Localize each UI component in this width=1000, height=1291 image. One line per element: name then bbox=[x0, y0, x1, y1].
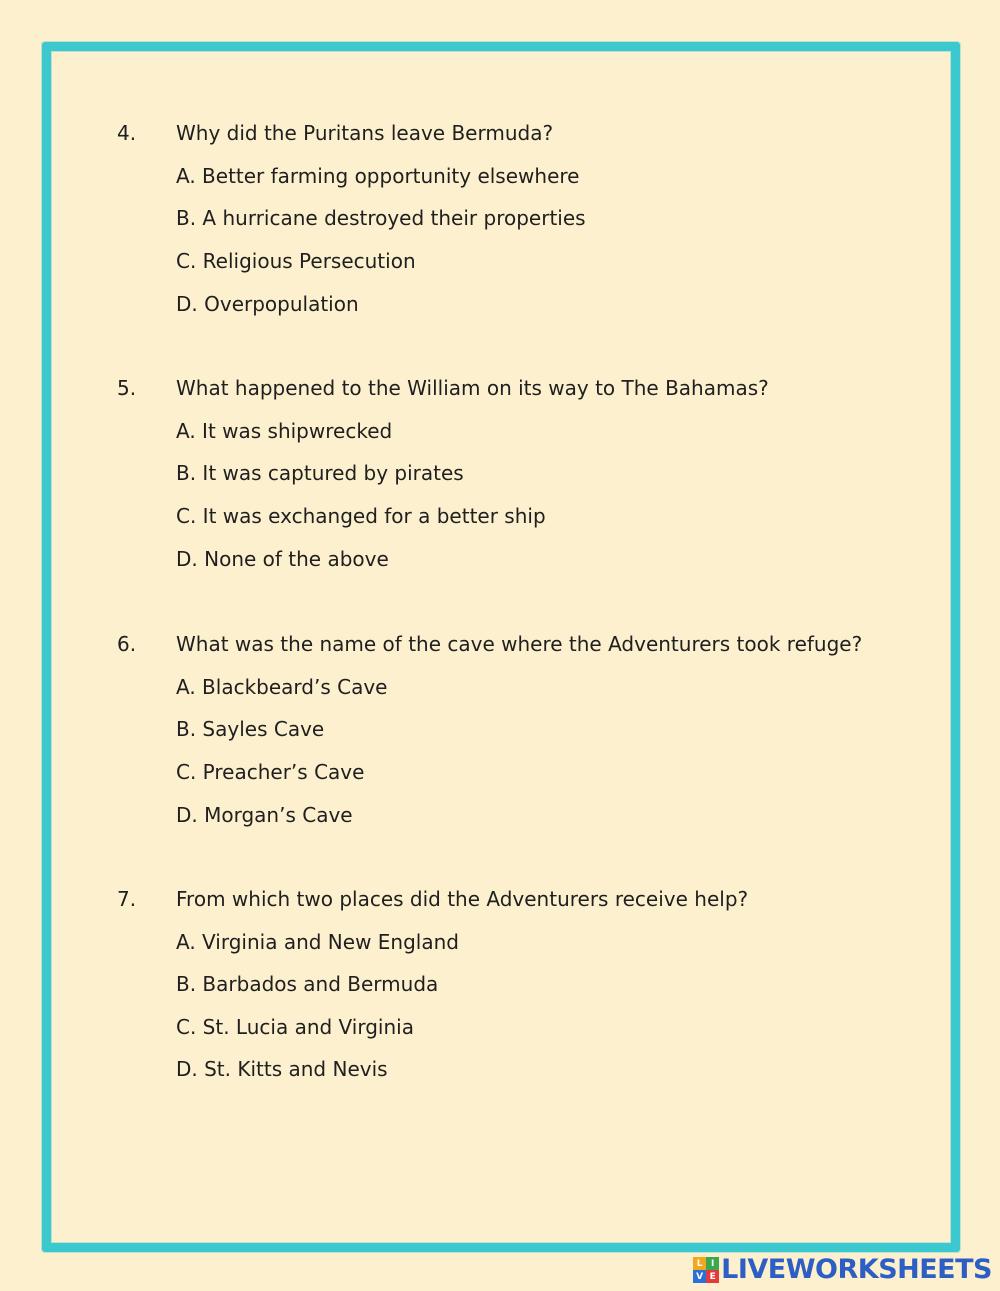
option-d[interactable]: D. Morgan’s Cave bbox=[176, 803, 353, 827]
option-d[interactable]: D. None of the above bbox=[176, 547, 389, 571]
option-a[interactable]: A. Virginia and New England bbox=[176, 930, 459, 954]
liveworksheets-logo-icon: L I V E bbox=[693, 1257, 719, 1283]
question-text: What was the name of the cave where the Adventurers took refuge? bbox=[176, 632, 863, 656]
option-c[interactable]: C. Religious Persecution bbox=[176, 249, 416, 273]
question-number: 5. bbox=[117, 376, 137, 400]
option-b[interactable]: B. It was captured by pirates bbox=[176, 461, 464, 485]
option-c[interactable]: C. St. Lucia and Virginia bbox=[176, 1015, 414, 1039]
option-a[interactable]: A. Better farming opportunity elsewhere bbox=[176, 164, 580, 188]
question-text: Why did the Puritans leave Bermuda? bbox=[176, 121, 554, 145]
option-b[interactable]: B. Sayles Cave bbox=[176, 717, 325, 741]
option-a[interactable]: A. It was shipwrecked bbox=[176, 419, 393, 443]
option-d[interactable]: D. St. Kitts and Nevis bbox=[176, 1057, 388, 1081]
question-text: From which two places did the Adventurers receive help? bbox=[176, 887, 749, 911]
option-b[interactable]: B. Barbados and Bermuda bbox=[176, 972, 439, 996]
option-b[interactable]: B. A hurricane destroyed their properties bbox=[176, 206, 586, 230]
question-number: 7. bbox=[117, 887, 137, 911]
option-a[interactable]: A. Blackbeard’s Cave bbox=[176, 675, 388, 699]
option-c[interactable]: C. Preacher’s Cave bbox=[176, 760, 365, 784]
question-number: 4. bbox=[117, 121, 137, 145]
option-c[interactable]: C. It was exchanged for a better ship bbox=[176, 504, 546, 528]
option-d[interactable]: D. Overpopulation bbox=[176, 292, 359, 316]
question-number: 6. bbox=[117, 632, 137, 656]
question-text: What happened to the William on its way to The Bahamas? bbox=[176, 376, 769, 400]
liveworksheets-brand[interactable] bbox=[693, 1255, 992, 1285]
brand-name: LIVEWORKSHEETS bbox=[721, 1254, 992, 1285]
